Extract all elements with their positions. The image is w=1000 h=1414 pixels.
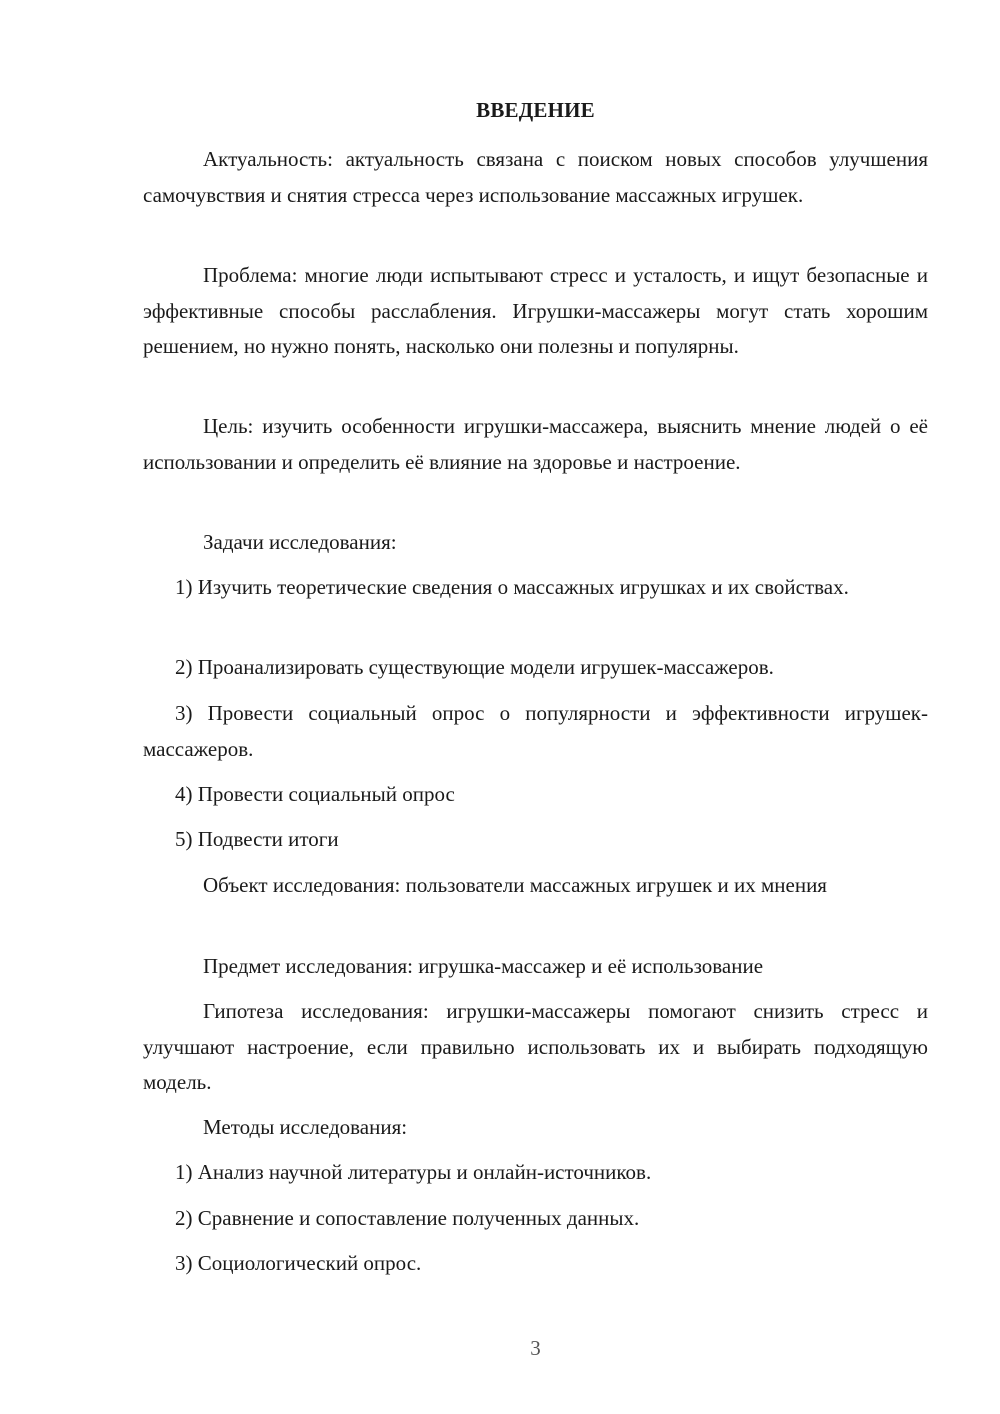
task-item-5: 5) Подвести итоги bbox=[175, 827, 339, 851]
task-item-2: 2) Проанализировать существующие модели игрушек-массажеров. bbox=[175, 655, 774, 679]
paragraph-tasks-heading: Задачи исследования: bbox=[203, 530, 397, 554]
paragraph-hypothesis: Гипотеза исследования: игрушки-массажеры помогают снизить стресс и улучшают настроение, если правильно использовать их и выбирать подходящую модель. bbox=[143, 999, 928, 1094]
document-page bbox=[143, 0, 928, 1414]
method-item-1: 1) Анализ научной литературы и онлайн-источников. bbox=[175, 1160, 652, 1184]
paragraph-object: Объект исследования: пользователи массажных игрушек и их мнения bbox=[203, 873, 827, 897]
task-item-1: 1) Изучить теоретические сведения о массажных игрушках и их свойствах. bbox=[175, 575, 849, 599]
paragraph-problem: Проблема: многие люди испытывают стресс и усталость, и ищут безопасные и эффективные способы расслабления. Игрушки-массажеры могут стать хорошим решением, но нужно понять, насколько они полезны и популярны. bbox=[143, 263, 928, 358]
method-item-3: 3) Социологический опрос. bbox=[175, 1251, 422, 1275]
page-number: 3 bbox=[530, 1336, 541, 1360]
page-title: ВВЕДЕНИЕ bbox=[476, 98, 595, 122]
paragraph-goal: Цель: изучить особенности игрушки-массажера, выяснить мнение людей о её использовании и определить её влияние на здоровье и настроение. bbox=[143, 414, 928, 474]
task-item-4: 4) Провести социальный опрос bbox=[175, 782, 455, 806]
method-item-2: 2) Сравнение и сопоставление полученных данных. bbox=[175, 1206, 640, 1230]
paragraph-methods-heading: Методы исследования: bbox=[203, 1115, 408, 1139]
paragraph-relevance: Актуальность: актуальность связана с поиском новых способов улучшения самочувствия и снятия стресса через использование массажных игрушек. bbox=[143, 147, 928, 207]
paragraph-subject: Предмет исследования: игрушка-массажер и её использование bbox=[203, 954, 764, 978]
task-item-3: 3) Провести социальный опрос о популярности и эффективности игрушек-массажеров. bbox=[143, 701, 928, 761]
